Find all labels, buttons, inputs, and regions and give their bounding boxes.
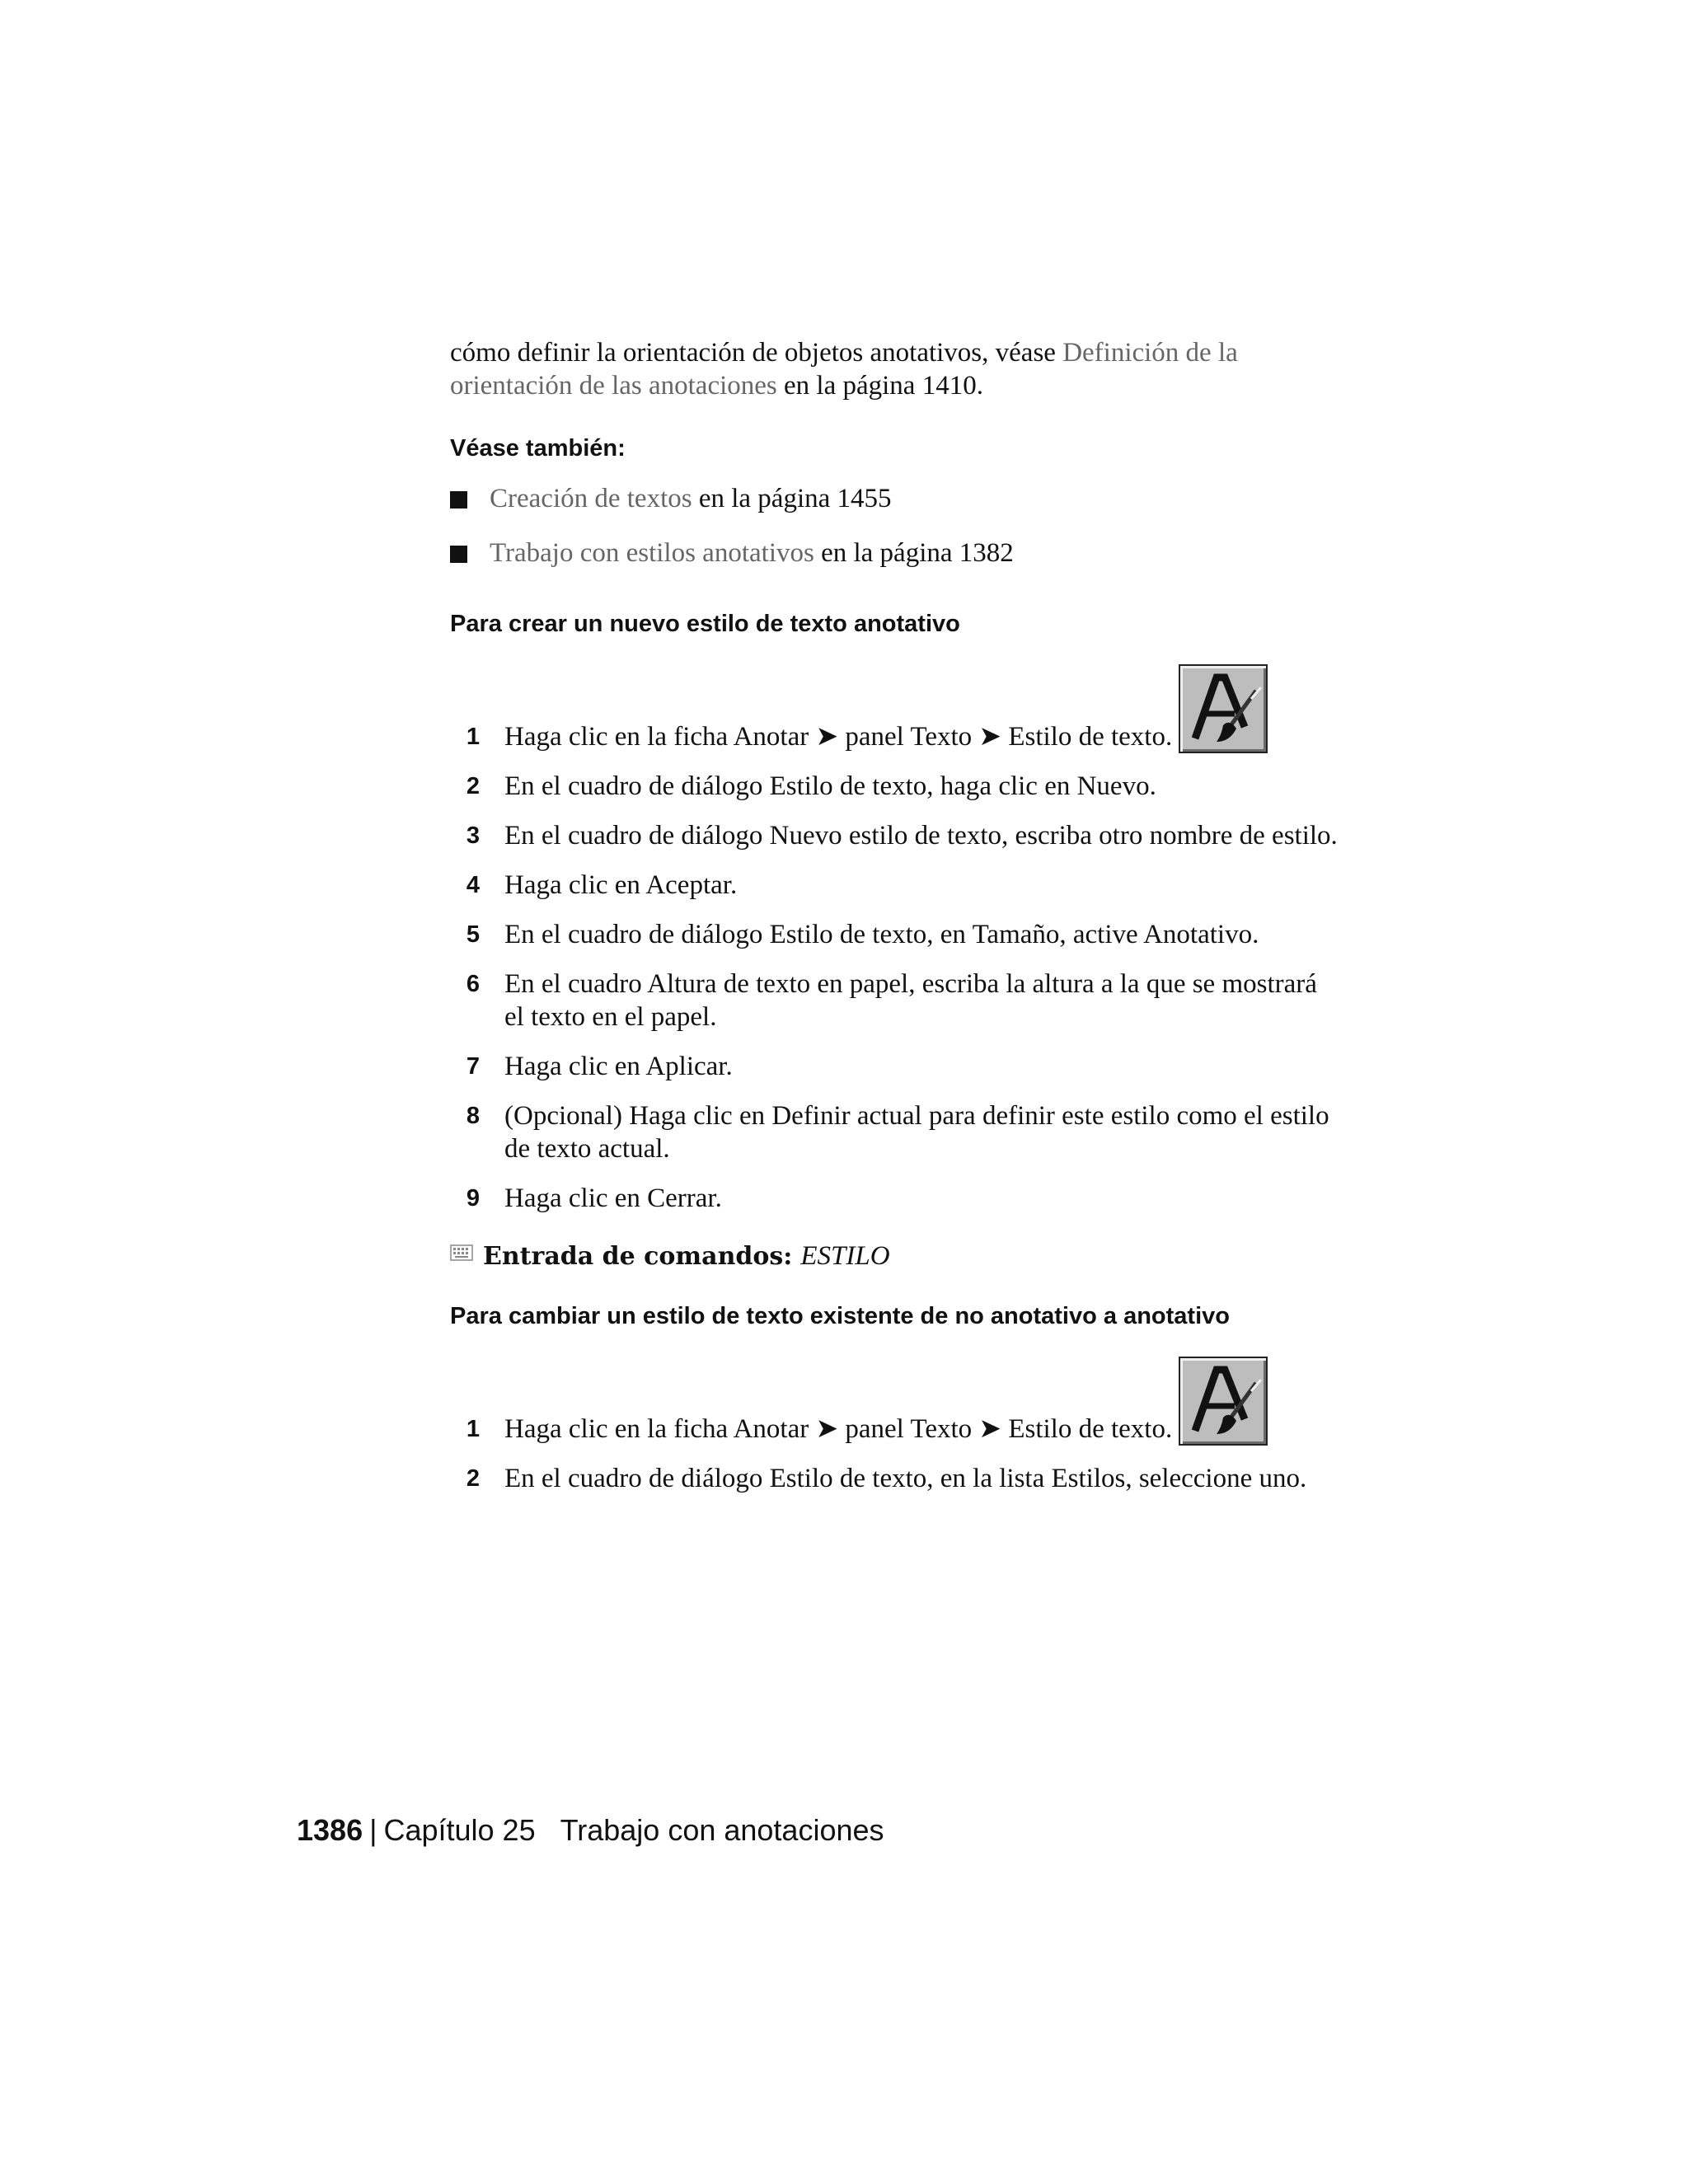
intro-text-before: cómo definir la orientación de objetos anotativos, véase [450,338,1063,368]
step-item [450,770,1340,803]
intro-text-after: en la página 1410. [776,371,983,401]
step-text: Haga clic en la ficha Anotar ➤ panel Texto ➤ Estilo de texto. [504,722,1173,752]
see-also-link[interactable]: Trabajo con estilos anotativos [490,538,814,568]
procedure-steps [450,1357,1340,1495]
procedure-heading: Para crear un nuevo estilo de texto anotativo [450,611,960,637]
see-also-suffix: en la página 1455 [692,484,892,513]
step-number: 5 [466,921,480,948]
text-style-icon [1179,664,1268,753]
step-item [450,1099,1340,1165]
see-also-list [450,482,1340,569]
step-number: 6 [466,971,480,997]
step-number: 3 [466,823,480,849]
step-text: Haga clic en Aplicar. [504,1052,733,1081]
step-item [450,1182,1340,1215]
step-item [450,968,1340,1033]
step-text: (Opcional) Haga clic en Definir actual para definir este estilo como el estilo de texto actual. [504,1101,1329,1164]
chapter-label: Capítulo 25 [383,1813,536,1847]
orientation-link[interactable]: Definición de la orientación de las anotaciones [450,338,1238,401]
step-number: 7 [466,1053,480,1080]
see-also-suffix: en la página 1382 [814,538,1014,568]
intro-paragraph [450,336,1340,402]
page-content [450,336,1340,1511]
step-item [450,1462,1340,1495]
step-item [450,1357,1340,1446]
step-text: Haga clic en la ficha Anotar ➤ panel Texto ➤ Estilo de texto. [504,1414,1173,1444]
step-number: 8 [466,1103,480,1129]
step-number: 9 [466,1185,480,1212]
command-entry [450,1240,1340,1273]
step-item [450,664,1340,753]
command-entry-label: Entrada de comandos: [483,1242,793,1271]
step-item [450,819,1340,852]
page-number: 1386 [297,1813,363,1847]
step-item [450,1050,1340,1083]
page-footer [297,1813,884,1848]
step-text: Haga clic en Cerrar. [504,1183,722,1213]
step-item [450,869,1340,902]
step-number: 1 [466,724,480,750]
step-text: En el cuadro de diálogo Estilo de texto, en Tamaño, active Anotativo. [504,920,1259,949]
see-also-item [450,482,1340,515]
step-text: En el cuadro de diálogo Estilo de texto, haga clic en Nuevo. [504,771,1156,801]
step-text: En el cuadro Altura de texto en papel, escriba la altura a la que se mostrará el texto en el papel. [504,969,1317,1032]
step-text: Haga clic en Aceptar. [504,870,738,900]
bullet-square-icon [450,546,467,563]
step-number: 2 [466,773,480,799]
footer-separator: | [369,1813,377,1847]
see-also-link[interactable]: Creación de textos [490,484,692,513]
step-item [450,918,1340,951]
step-number: 4 [466,872,480,898]
procedure-steps [450,664,1340,1215]
step-text: En el cuadro de diálogo Nuevo estilo de texto, escriba otro nombre de estilo. [504,821,1338,851]
see-also-item [450,537,1340,569]
step-number: 2 [466,1465,480,1492]
chapter-title: Trabajo con anotaciones [560,1813,884,1847]
bullet-square-icon [450,491,467,509]
command-entry-value: ESTILO [800,1241,890,1271]
step-number: 1 [466,1416,480,1442]
procedure-heading: Para cambiar un estilo de texto existente de no anotativo a anotativo [450,1303,1230,1329]
keyboard-icon [450,1236,473,1269]
see-also-heading: Véase también: [450,435,626,462]
step-text: En el cuadro de diálogo Estilo de texto, en la lista Estilos, seleccione uno. [504,1464,1307,1493]
text-style-icon [1179,1357,1268,1446]
